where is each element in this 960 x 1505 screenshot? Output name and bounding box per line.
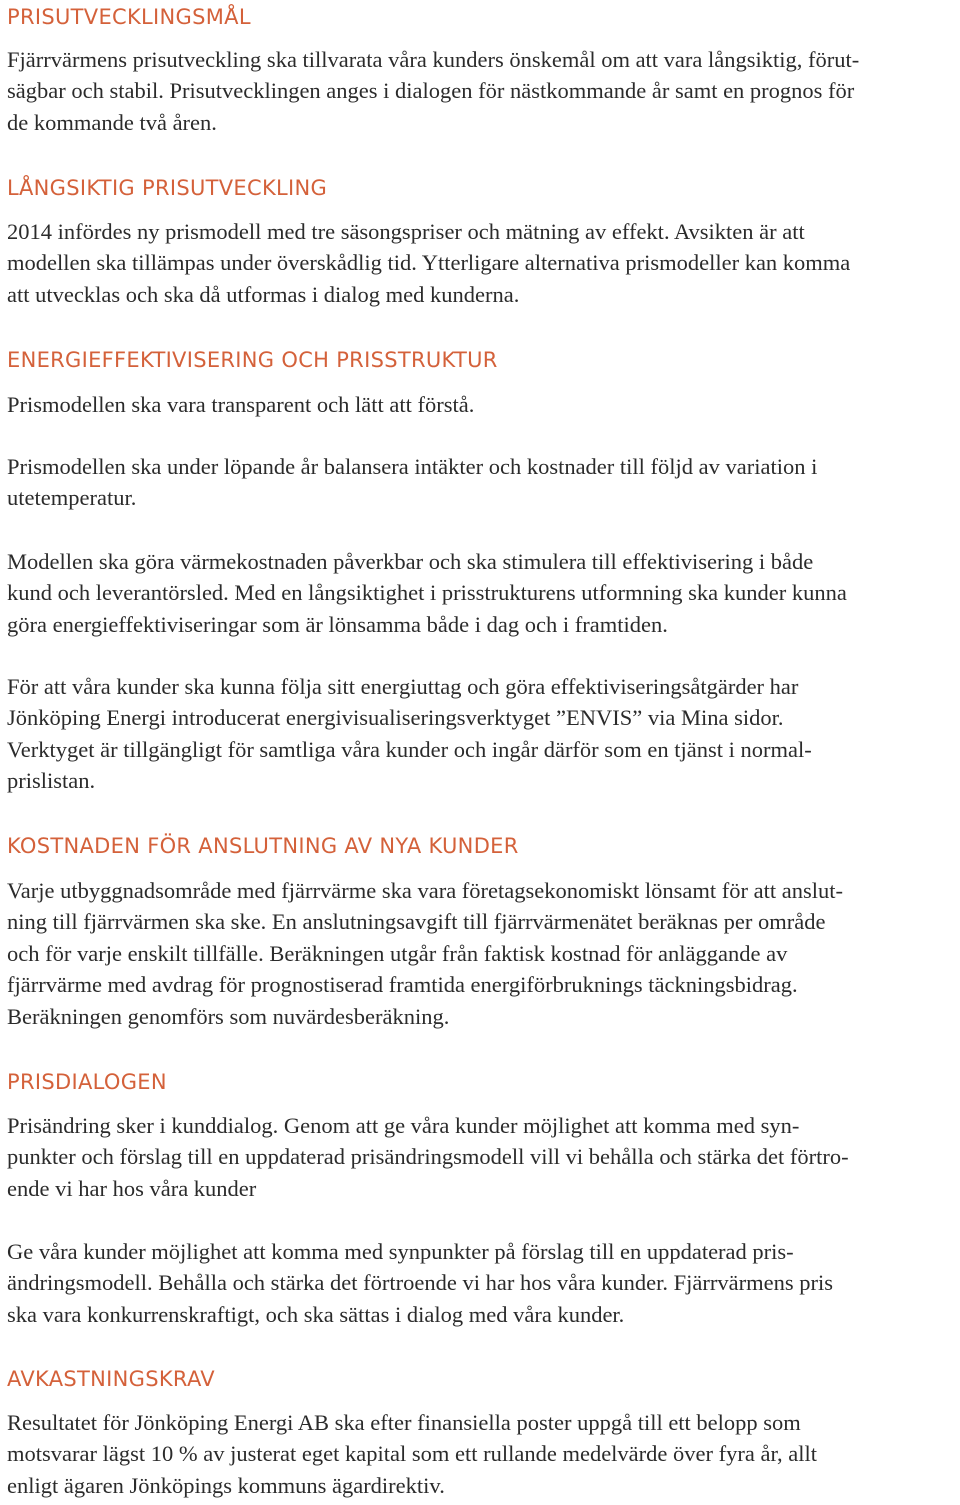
text-line: Prismodellen ska under löpande år balansera intäkter och kostnader till följd av variation i <box>7 454 818 479</box>
paragraph-prisutvecklingsmal <box>7 44 859 138</box>
paragraph-transparent <box>7 389 474 420</box>
section-heading-langsiktig: LÅNGSIKTIG PRISUTVECKLING <box>7 176 328 200</box>
paragraph-varmekostnad <box>7 546 847 640</box>
text-line: Beräkningen genomförs som nuvärdesberäkning. <box>7 1003 450 1029</box>
text-line: Verktyget är tillgängligt för samtliga våra kunder och ingår därför som en tjänst i normal- <box>7 736 812 762</box>
text-line: fjärrvärme med avdrag för prognostiserad framtida energiförbruknings täckningsbidrag. <box>7 972 798 998</box>
text-line: punkter och förslag till en uppdaterad prisändringsmodell vill vi behålla och stärka det förtro- <box>7 1144 849 1170</box>
text-line: ska vara konkurrenskraftigt, och ska sättas i dialog med våra kunder. <box>7 1301 625 1327</box>
text-line: ning till fjärrvärmen ska ske. En anslutningsavgift till fjärrvärmenätet beräknas per område <box>7 909 826 935</box>
section-heading-energieffektivisering: ENERGIEFFEKTIVISERING OCH PRISSTRUKTUR <box>7 348 498 372</box>
text-line: ändringsmodell. Behålla och stärka det förtroende vi har hos våra kunder. Fjärrvärmens pris <box>7 1270 833 1296</box>
section-heading-anslutning: KOSTNADEN FÖR ANSLUTNING AV NYA KUNDER <box>7 834 519 858</box>
text-line: prislistan. <box>7 768 96 794</box>
paragraph-envis <box>7 671 812 797</box>
paragraph-anslutning <box>7 875 843 1032</box>
text-line: modellen ska tillämpas under överskådlig tid. Ytterligare alternativa prismodeller kan komma <box>7 250 851 276</box>
text-line: Jönköping Energi introducerat energivisualiseringsverktyget ”ENVIS” via Mina sidor. <box>7 705 784 731</box>
text-line: de kommande två åren. <box>7 109 217 135</box>
text-line: kund och leverantörsled. Med en långsiktighet i prisstrukturens utformning ska kunder kunna <box>7 580 847 606</box>
text-line: ende vi har hos våra kunder <box>7 1175 257 1201</box>
text-line: Varje utbyggnadsområde med fjärrvärme ska vara företagsekonomiskt lönsamt för att anslut- <box>7 878 843 903</box>
text-line: Prismodellen ska vara transparent och lätt att förstå. <box>7 392 475 417</box>
text-line: Resultatet för Jönköping Energi AB ska efter finansiella poster uppgå till ett belopp som <box>7 1410 801 1435</box>
text-line: utetemperatur. <box>7 485 137 511</box>
text-line: motsvarar lägst 10 % av justerat eget kapital som ett rullande medelvärde över fyra år, allt <box>7 1441 818 1467</box>
text-line: sägbar och stabil. Prisutvecklingen anges i dialogen för nästkommande år samt en prognos för <box>7 78 855 104</box>
section-heading-prisdialogen: PRISDIALOGEN <box>7 1070 167 1094</box>
paragraph-synpunkter <box>7 1236 833 1330</box>
text-line: 2014 infördes ny prismodell med tre säsongspriser och mätning av effekt. Avsikten är att <box>7 219 805 244</box>
text-line: att utvecklas och ska då utformas i dialog med kunderna. <box>7 281 520 307</box>
paragraph-balansera <box>7 451 817 514</box>
text-line: göra energieffektiviseringar som är lönsamma både i dag och i framtiden. <box>7 611 668 637</box>
text-line: och för varje enskilt tillfälle. Beräkningen utgår från faktisk kostnad för anläggande av <box>7 940 788 966</box>
section-heading-avkastningskrav: AVKASTNINGSKRAV <box>7 1367 215 1391</box>
paragraph-avkastningskrav <box>7 1407 817 1501</box>
text-line: Modellen ska göra värmekostnaden påverkbar och ska stimulera till effektivisering i både <box>7 549 814 574</box>
paragraph-prisandring <box>7 1110 849 1204</box>
text-line: För att våra kunder ska kunna följa sitt energiuttag och göra effektiviseringsåtgärder har <box>7 674 799 699</box>
paragraph-langsiktig <box>7 216 850 310</box>
text-line: Ge våra kunder möjlighet att komma med synpunkter på förslag till en uppdaterad pris- <box>7 1239 794 1264</box>
text-line: enligt ägaren Jönköpings kommuns ägardirektiv. <box>7 1472 445 1498</box>
text-line: Prisändring sker i kunddialog. Genom att ge våra kunder möjlighet att komma med syn- <box>7 1113 800 1138</box>
section-heading-prisutvecklingsmal: PRISUTVECKLINGSMÅL <box>7 5 251 29</box>
text-line: Fjärrvärmens prisutveckling ska tillvarata våra kunders önskemål om att vara långsiktig, förut- <box>7 47 860 72</box>
